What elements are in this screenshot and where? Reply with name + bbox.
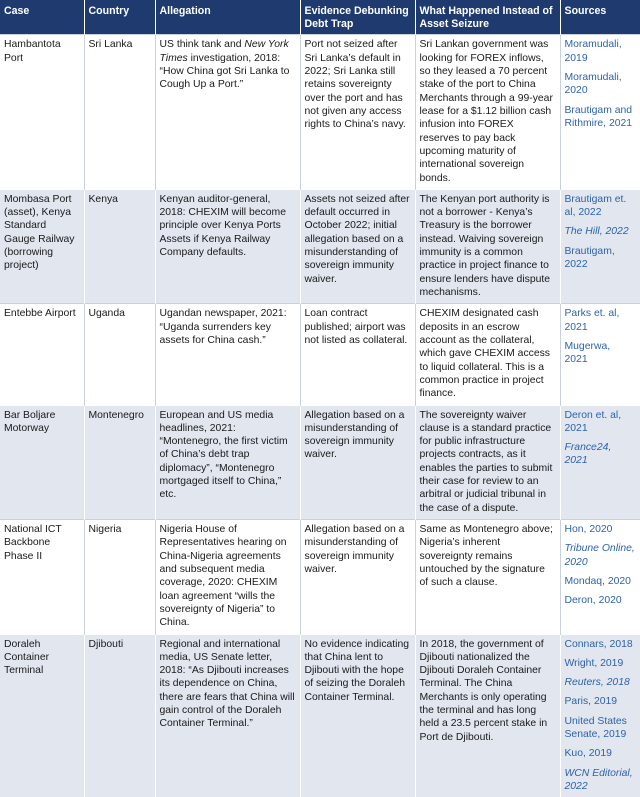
allegation-cell	[155, 35, 300, 189]
table-row	[0, 304, 640, 405]
source-link[interactable]: Moramudali, 2020	[564, 72, 622, 97]
source-link[interactable]: Parks et. al, 2021	[564, 308, 620, 333]
header-case: Case	[0, 0, 84, 35]
sources-cell	[560, 520, 640, 635]
allegation-cell: Ugandan newspaper, 2021: “Uganda surrenders key assets for China cash.”	[155, 304, 300, 405]
evidence-cell: Allegation based on a misunderstanding of sovereign immunity waiver.	[300, 520, 415, 635]
country-cell: Sri Lanka	[84, 35, 155, 189]
case-cell: Doraleh Container Terminal	[0, 634, 84, 797]
sources-cell	[560, 304, 640, 405]
source-link[interactable]: Mugerwa, 2021	[564, 340, 611, 366]
source-link[interactable]: Hon, 2020	[564, 524, 613, 536]
case-cell: Mombasa Port (asset), Kenya Standard Gauge Railway (borrowing project)	[0, 189, 84, 304]
source-link[interactable]: Moramudali, 2019	[564, 39, 622, 64]
source-link[interactable]: Kuo, 2019	[564, 748, 612, 760]
case-cell: National ICT Backbone Phase II	[0, 520, 84, 635]
allegation-text: US think tank and	[159, 39, 245, 51]
table-row	[0, 634, 640, 797]
header-allegation: Allegation	[155, 0, 300, 35]
sources-cell	[560, 405, 640, 520]
allegation-text-cont: investigation, 2018: “How China got Sri Lanka to Cough Up a Port.”	[159, 52, 290, 91]
source-link[interactable]: Connars, 2018	[564, 638, 633, 650]
allegation-cell: Kenyan auditor-general, 2018: CHEXIM will become principle over Kenya Ports Assets if Kenya Railway Company defaults.	[155, 189, 300, 304]
source-link[interactable]: Reuters, 2018	[564, 677, 630, 689]
country-cell: Kenya	[84, 189, 155, 304]
evidence-cell: No evidence indicating that China lent to Djibouti with the hope of seizing the Doraleh Container Terminal.	[300, 634, 415, 797]
allegation-cell: European and US media headlines, 2021: “Montenegro, the first victim of China’s debt trap diplomacy”, “Montenegro mortgaged itself to China,” etc.	[155, 405, 300, 520]
what-happened-cell: The Kenyan port authority is not a borrower - Kenya’s Treasury is the borrower instead. Waiving sovereign immunity is a common practice in project finance to ensure lenders have dispute mechanisms.	[415, 189, 560, 304]
allegation-cell: Nigeria House of Representatives hearing on China-Nigeria agreements and subsequent media coverage, 2020: CHEXIM loan agreement “wills the sovereignty of Nigeria” to China.	[155, 520, 300, 635]
source-link[interactable]: United States Senate, 2019	[564, 715, 627, 741]
evidence-cell: Loan contract published; airport was not listed as collateral.	[300, 304, 415, 405]
case-cell: Entebbe Airport	[0, 304, 84, 405]
what-happened-cell: In 2018, the government of Djibouti nationalized the Djibouti Doraleh Container Terminal. The China Merchants is only operating the terminal and has long held a 23.5 percent stake in Port de Djibouti.	[415, 634, 560, 797]
table-header-row	[0, 0, 640, 35]
sources-cell	[560, 35, 640, 189]
source-link[interactable]: Deron, 2020	[564, 595, 622, 607]
what-happened-cell: Same as Montenegro above; Nigeria’s inherent sovereignty remains untouched by the signature of such a clause.	[415, 520, 560, 635]
what-happened-cell: Sri Lankan government was looking for FOREX inflows, so they leased a 70 percent stake of the port to China Merchants through a 99-year lease for a $1.12 billion cash infusion into FOREX reserves to pay back upcoming maturity of international sovereign bonds.	[415, 35, 560, 189]
table-row	[0, 405, 640, 520]
table-row	[0, 189, 640, 304]
case-cell: Hambantota Port	[0, 35, 84, 189]
source-link[interactable]: Deron et. al, 2021	[564, 409, 622, 434]
table-row	[0, 35, 640, 189]
what-happened-cell: The sovereignty waiver clause is a standard practice for public infrastructure projects contracts, as it enables the parties to submit their case for review to an arbitral or judicial tribunal in the case of a dispute.	[415, 405, 560, 520]
source-link[interactable]: Paris, 2019	[564, 696, 618, 708]
evidence-cell: Assets not seized after default occurred in October 2022; initial allegation based on a misunderstanding of sovereign immunity waiver.	[300, 189, 415, 304]
header-sources: Sources	[560, 0, 640, 35]
source-link[interactable]: France24, 2021	[564, 442, 612, 467]
sources-cell	[560, 634, 640, 797]
what-happened-cell: CHEXIM designated cash deposits in an escrow account as the collateral, which gave CHEXIM access to liquid collateral. This is a common practice in project finance.	[415, 304, 560, 405]
country-cell: Djibouti	[84, 634, 155, 797]
country-cell: Nigeria	[84, 520, 155, 635]
table-row	[0, 520, 640, 635]
country-cell: Uganda	[84, 304, 155, 405]
evidence-cell: Allegation based on a misunderstanding of sovereign immunity waiver.	[300, 405, 415, 520]
source-link[interactable]: Mondaq, 2020	[564, 575, 631, 587]
evidence-cell: Port not seized after Sri Lanka’s default in 2022; Sri Lanka still retains sovereignty over the port and has not given any access rights to China’s navy.	[300, 35, 415, 189]
source-link[interactable]: Brautigam and Rithmire, 2021	[564, 104, 633, 129]
source-link[interactable]: Wright, 2019	[564, 657, 624, 669]
sources-cell	[560, 189, 640, 304]
country-cell: Montenegro	[84, 405, 155, 520]
source-link[interactable]: Brautigam, 2022	[564, 245, 615, 271]
case-cell: Bar Boljare Motorway	[0, 405, 84, 520]
allegation-publication: New York Times	[159, 39, 289, 64]
source-link[interactable]: Brautigam et. al, 2022	[564, 193, 627, 219]
header-what-happened: What Happened Instead of Asset Seizure	[415, 0, 560, 35]
header-country: Country	[84, 0, 155, 35]
source-link[interactable]: The Hill, 2022	[564, 226, 629, 238]
source-link[interactable]: Tribune Online, 2020	[564, 543, 635, 568]
allegation-cell: Regional and international media, US Senate letter, 2018: “As Djibouti increases its dependence on China, there are fears that China will gain control of the Doraleh Container Terminal.”	[155, 634, 300, 797]
header-evidence: Evidence Debunking Debt Trap	[300, 0, 415, 35]
source-link[interactable]: WCN Editorial, 2022	[564, 767, 633, 793]
